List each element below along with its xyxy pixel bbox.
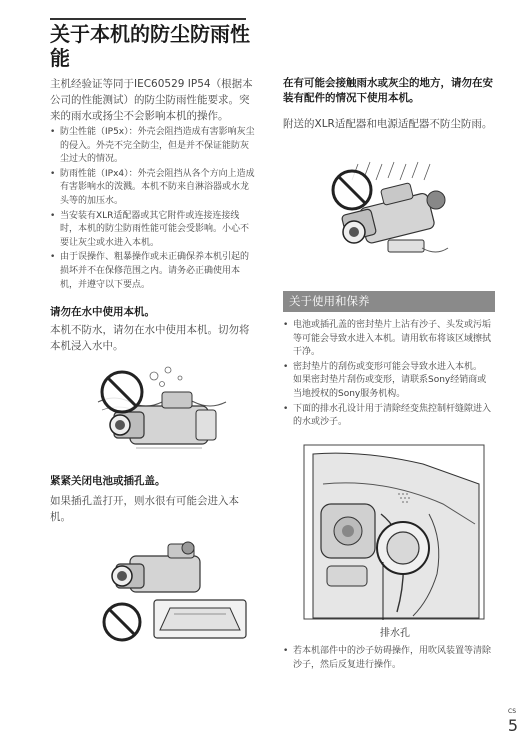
rain-text: 附送的XLR适配器和电源适配器不防尘防雨。 [283, 118, 493, 130]
page-title: 关于本机的防尘防雨性能 [50, 22, 250, 70]
title-rule [50, 18, 246, 20]
water-heading: 请勿在水中使用本机。 [50, 306, 155, 319]
spec-bullet-list [50, 126, 256, 292]
page-language-code: CS [508, 708, 516, 715]
care-bullet-list [283, 319, 495, 430]
left-column [50, 76, 256, 356]
list-item: • 当安装有XLR适配器或其它附件或连接连接线时，本机的防尘防雨性能可能会受影响。小心不要让灰尘或水进入本机。 [50, 210, 250, 248]
list-item: • 防雨性能（IPx4）：外壳会阻挡从各个方向上造成有害影响水的泼溅。本机不防来自淋浴器或水龙头等的加压水。 [50, 168, 255, 206]
list-item: • 防尘性能（IP5x）：外壳会阻挡造成有害影响灰尘的侵入。外壳不完全防尘，但是并不保证能防灰尘过大的情况。 [50, 127, 255, 165]
drain-hole-illustration [303, 444, 485, 620]
list-item: • 密封垫片的刮伤或变形可能会导致水进入本机。 如果密封垫片刮伤或变形，请联系Sony经销商或当地授权的Sony服务机构。 [283, 361, 487, 399]
list-item: • 下面的排水孔设计用于清除经变焦控制杆缝隙进入的水或沙子。 [283, 403, 492, 428]
intro-paragraph: 主机经验证等同于IEC60529 IP54（根据本公司的性能测试）的防尘防雨性能要求。突来的雨水或扬尘不会影响本机的操作。 [50, 78, 253, 122]
last-bullet-section [283, 644, 495, 673]
rain-heading: 在有可能会接触雨水或灰尘的地方，请勿在安装有配件的情况下使用本机。 [283, 77, 493, 104]
lid-text: 如果插孔盖打开，则水很有可能会进入本机。 [50, 495, 239, 523]
care-section [283, 318, 495, 431]
list-item: • 由于误操作、粗暴操作或未正确保养本机引起的损坏并不在保修范围之内。请务必正确使用本机，并遵守以下要点。 [50, 252, 250, 290]
page-number: 5 [507, 716, 518, 735]
list-item: • 电池或插孔盖的密封垫片上沾有沙子、头发或污垢等可能会导致水进入本机。请用软布将该区域擦拭干净。 [283, 320, 492, 358]
last-bullet-list [283, 645, 495, 672]
lid-heading: 紧紧关闭电池或插孔盖。 [50, 475, 166, 487]
section-title-bar: 关于使用和保养 [283, 291, 495, 312]
water-text: 本机不防水，请勿在水中使用本机。切勿将本机浸入水中。 [50, 324, 250, 353]
camcorder-open-lid-illustration [100, 538, 250, 642]
camcorder-in-water-illustration [96, 362, 242, 458]
list-item: • 若本机部件中的沙子妨碍操作，用吹风装置等清除沙子，然后反复进行操作。 [283, 646, 492, 670]
lid-section [50, 474, 256, 527]
camcorder-in-rain-illustration [318, 160, 466, 266]
drain-hole-label: 排水孔 [380, 628, 410, 639]
right-column [283, 76, 495, 134]
